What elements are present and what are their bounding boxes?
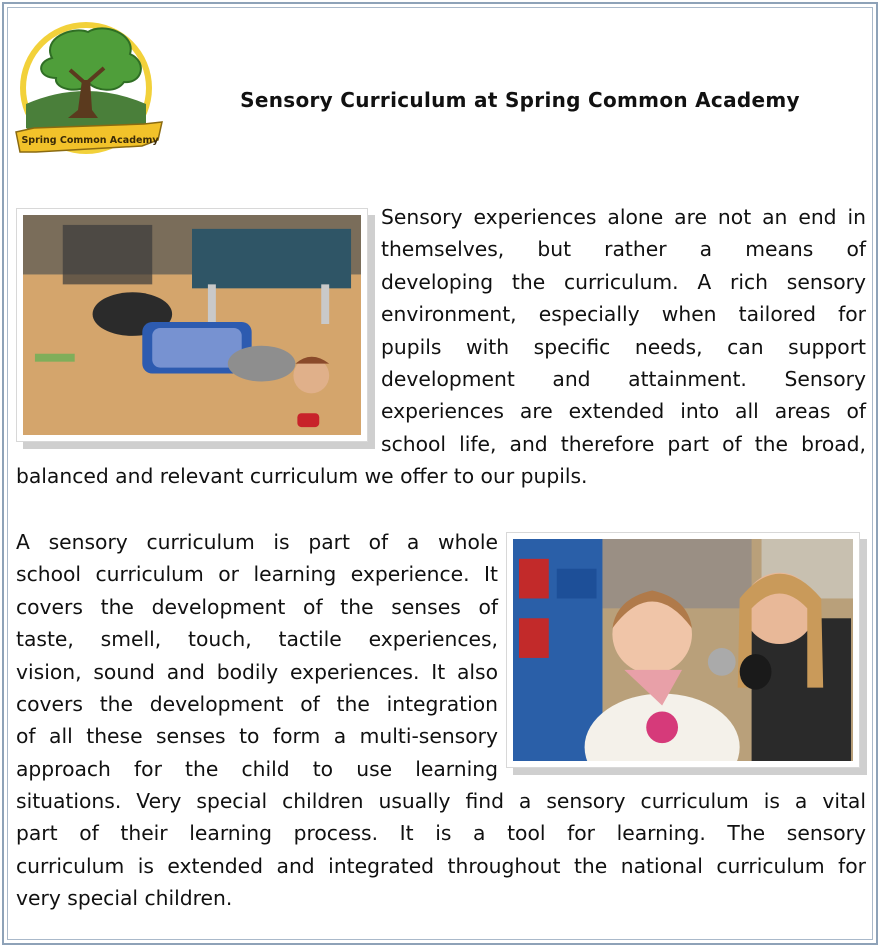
child-with-teacher-photo	[506, 532, 860, 768]
paragraph-line: covers the development of the integration	[16, 692, 498, 717]
paragraph-line: very special children.	[16, 886, 233, 911]
paragraph-line: balanced and relevant curriculum we offer to our pupils.	[16, 464, 588, 488]
paragraph-line: approach for the child to use learning	[16, 756, 498, 781]
school-logo	[12, 18, 168, 164]
paragraph-line: themselves, but rather a means of	[381, 237, 866, 262]
page-title: Sensory Curriculum at Spring Common Academy	[240, 88, 800, 112]
paragraph-line: curriculum is extended and integrated throughout the national curriculum for	[16, 853, 866, 878]
paragraph-2-top	[16, 526, 498, 785]
paragraph-line: situations. Very special children usually find a sensory curriculum is a vital	[16, 789, 866, 813]
paragraph-line: covers the development of the senses of	[16, 594, 498, 619]
paragraph-line: school curriculum or learning experience. It	[16, 562, 498, 587]
logo-text: Spring Common Academy	[21, 135, 159, 146]
paragraph-1-top	[381, 201, 866, 460]
tree-logo-icon	[12, 18, 168, 164]
paragraph-line: development and attainment. Sensory	[381, 367, 866, 392]
paragraph-line: pupils with specific needs, can support	[381, 334, 866, 359]
paragraph-line: experiences are extended into all areas of	[381, 399, 866, 424]
paragraph-line: developing the curriculum. A rich sensory	[381, 269, 866, 294]
paragraph-line: of all these senses to form a multi-sensory	[16, 724, 498, 749]
paragraph-2-bottom	[16, 785, 866, 915]
paragraph-line: Sensory experiences alone are not an end in	[381, 205, 866, 229]
paragraph-line: A sensory curriculum is part of a whole	[16, 530, 498, 554]
paragraph-line: vision, sound and bodily experiences. It also	[16, 659, 498, 684]
paragraph-1-bottom	[16, 460, 866, 492]
child-lying-on-floor-photo	[16, 208, 368, 442]
paragraph-line: taste, smell, touch, tactile experiences,	[16, 627, 498, 652]
paragraph-line: school life, and therefore part of the broad,	[381, 431, 866, 456]
paragraph-line: environment, especially when tailored for	[381, 302, 866, 327]
paragraph-line: part of their learning process. It is a tool for learning. The sensory	[16, 821, 866, 846]
